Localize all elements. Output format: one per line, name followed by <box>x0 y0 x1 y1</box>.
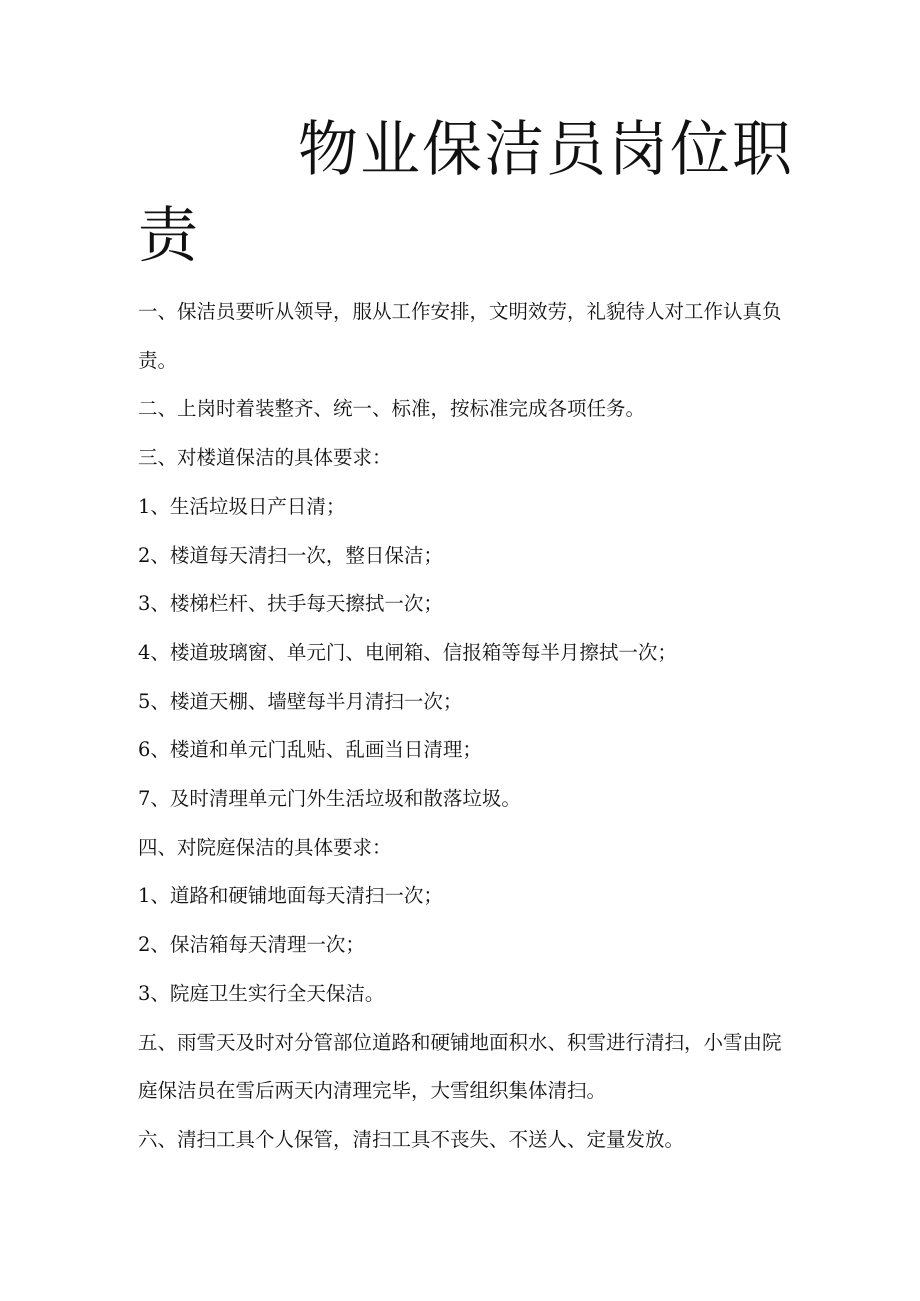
paragraph-1: 一、保洁员要听从领导，服从工作安排，文明效劳，礼貌待人对工作认真负责。 <box>138 300 782 372</box>
paragraph-14: 3、院庭卫生实行全天保洁。 <box>138 981 385 1005</box>
paragraph-3: 三、对楼道保洁的具体要求： <box>138 446 392 470</box>
document-title-line-2: 责 <box>138 201 198 271</box>
paragraph-13: 2、保洁箱每天清理一次； <box>138 933 365 957</box>
paragraph-16: 六、清扫工具个人保管，清扫工具不丧失、不送人、定量发放。 <box>138 1127 685 1151</box>
paragraph-9: 6、楼道和单元门乱贴、乱画当日清理； <box>138 738 482 762</box>
paragraph-2: 二、上岗时着装整齐、统一、标准，按标准完成各项任务。 <box>138 397 646 421</box>
paragraph-7: 4、楼道玻璃窗、单元门、电闸箱、信报箱等每半月擦拭一次； <box>138 640 677 664</box>
paragraph-15: 五、雨雪天及时对分管部位道路和硬铺地面积水、积雪进行清扫，小雪由院庭保洁员在雪后两天内清理完毕，大雪组织集体清扫。 <box>138 1030 782 1103</box>
paragraph-11: 四、对院庭保洁的具体要求： <box>138 835 392 859</box>
paragraph-5: 2、楼道每天清扫一次，整日保洁； <box>138 543 443 567</box>
paragraph-6: 3、楼梯栏杆、扶手每天擦拭一次； <box>138 592 443 616</box>
paragraph-8: 5、楼道天棚、墙壁每半月清扫一次； <box>138 689 463 713</box>
document-title-line-1: 物业保洁员岗位职 <box>298 115 794 185</box>
document-body <box>138 288 788 1165</box>
paragraph-12: 1、道路和硬铺地面每天清扫一次； <box>138 884 443 908</box>
paragraph-10: 7、及时清理单元门外生活垃圾和散落垃圾。 <box>138 787 521 811</box>
paragraph-4: 1、生活垃圾日产日清； <box>138 494 346 518</box>
